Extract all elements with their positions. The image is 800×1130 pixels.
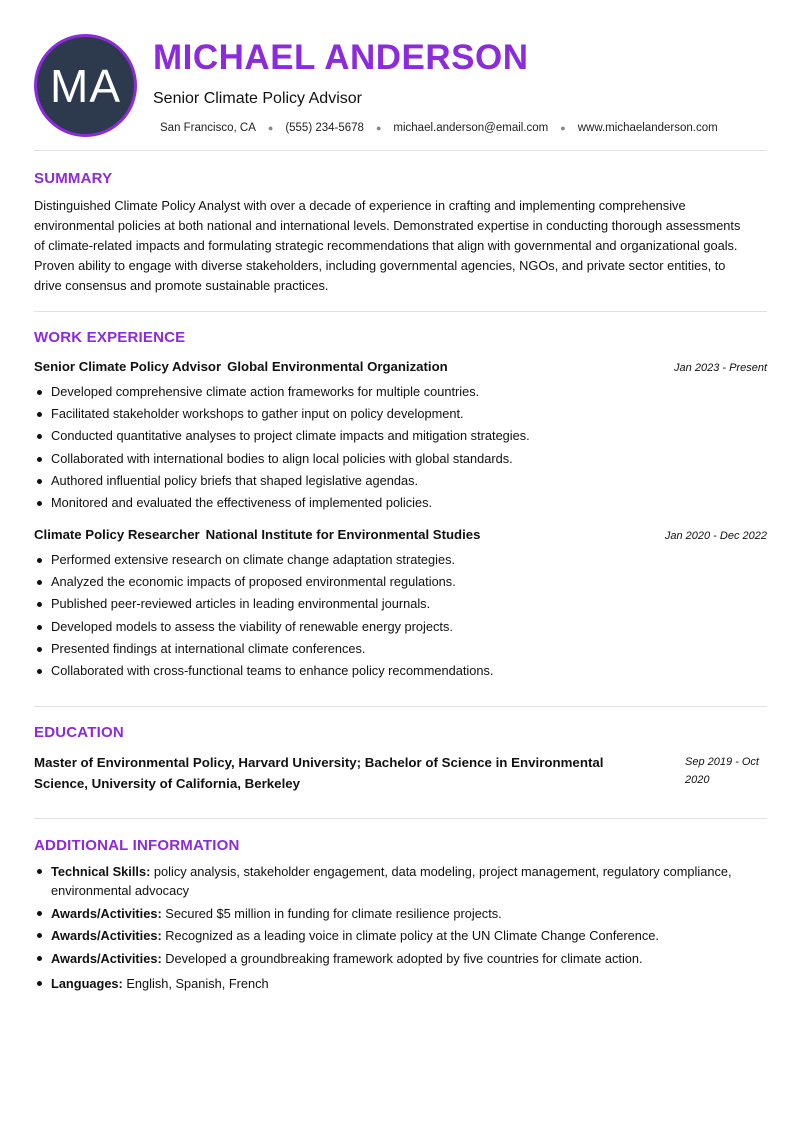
- list-item: [34, 949, 767, 968]
- list-item: Analyzed the economic impacts of proposed environmental regulations.: [34, 571, 767, 593]
- item-text: English, Spanish, French: [126, 975, 269, 991]
- separator-dot-icon: ●: [267, 123, 274, 133]
- list-item: Presented findings at international climate conferences.: [34, 638, 767, 660]
- divider: [34, 150, 767, 151]
- list-item: Conducted quantitative analyses to project climate impacts and mitigation strategies.: [34, 425, 767, 447]
- list-item: Developed comprehensive climate action frameworks for multiple countries.: [34, 381, 767, 403]
- contact-location: San Francisco, CA: [160, 122, 256, 134]
- list-item: [34, 974, 767, 993]
- list-item: Monitored and evaluated the effectiveness of implemented policies.: [34, 492, 767, 514]
- job-title-line: [34, 358, 448, 376]
- job-organization: National Institute for Environmental Studies: [205, 527, 481, 542]
- job-dates: Jan 2020 - Dec 2022: [664, 530, 767, 542]
- education-degree: Master of Environmental Policy, Harvard University; Bachelor of Science in Environmental Science, University of California, Berkeley: [34, 755, 604, 791]
- job-role: Climate Policy Researcher: [34, 527, 200, 542]
- contact-phone: (555) 234-5678: [285, 122, 364, 134]
- additional-list: [34, 862, 767, 996]
- summary-text: Distinguished Climate Policy Analyst with over a decade of experience in crafting and implementing comprehensive environmental policies at both national and international levels. Demonstrated expertise in conducting thorough assessments of climate-related impacts and formulating strategic recommendations that align with governmental and organizational goals. Proven ability to engage with diverse stakeholders, including governmental agencies, NGOs, and private sector entities, to drive consensus and promote sustainable practices.: [34, 198, 741, 293]
- job-dates: Jan 2023 - Present: [674, 362, 767, 374]
- item-text: policy analysis, stakeholder engagement, data modeling, project management, regulatory compliance, environmental advocacy: [51, 864, 732, 898]
- candidate-name: MICHAEL ANDERSON: [153, 38, 529, 77]
- job-header: [34, 358, 767, 377]
- contact-email: michael.anderson@email.com: [393, 122, 549, 134]
- item-label: Awards/Activities:: [51, 950, 162, 966]
- item-label: Technical Skills:: [51, 864, 151, 879]
- list-item: [34, 904, 767, 923]
- item-label: Awards/Activities:: [51, 905, 162, 921]
- avatar-initials: MA: [50, 59, 121, 112]
- list-item: Collaborated with international bodies to align local policies with global standards.: [34, 448, 767, 470]
- job-organization: Global Environmental Organization: [227, 359, 448, 374]
- list-item: Authored influential policy briefs that shaped legislative agendas.: [34, 470, 767, 492]
- education-dates: Sep 2019 - Oct 2020: [685, 756, 759, 786]
- contact-website: www.michaelanderson.com: [577, 122, 718, 134]
- experience-heading: WORK EXPERIENCE: [34, 329, 186, 346]
- separator-dot-icon: ●: [560, 123, 566, 133]
- item-text: Developed a groundbreaking framework adopted by five countries for climate action.: [165, 950, 643, 966]
- summary-heading: SUMMARY: [34, 170, 113, 187]
- additional-heading: ADDITIONAL INFORMATION: [34, 837, 240, 854]
- job-header: [34, 526, 767, 545]
- item-label: Awards/Activities:: [51, 928, 162, 943]
- list-item: Collaborated with cross-functional teams to enhance policy recommendations.: [34, 660, 767, 682]
- list-item: Performed extensive research on climate change adaptation strategies.: [34, 549, 767, 571]
- item-text: Recognized as a leading voice in climate policy at the UN Climate Change Conference.: [165, 928, 659, 943]
- list-item: Facilitated stakeholder workshops to gather input on policy development.: [34, 403, 767, 425]
- item-label: Languages:: [51, 975, 123, 991]
- job-role: Senior Climate Policy Advisor: [34, 359, 222, 374]
- list-item: Developed models to assess the viability of renewable energy projects.: [34, 616, 767, 638]
- divider: [34, 818, 767, 819]
- divider: [34, 311, 767, 312]
- job-bullet-list: [34, 381, 767, 514]
- divider: [34, 706, 767, 707]
- separator-dot-icon: ●: [375, 123, 382, 133]
- avatar: [34, 34, 137, 137]
- job-title-line: [34, 526, 480, 544]
- candidate-title: Senior Climate Policy Advisor: [153, 90, 362, 107]
- education-heading: EDUCATION: [34, 724, 124, 741]
- item-text: Secured $5 million in funding for climate resilience projects.: [165, 905, 502, 921]
- job-bullet-list: [34, 549, 767, 682]
- list-item: [34, 926, 767, 945]
- list-item: [34, 862, 767, 900]
- contact-line: [160, 120, 718, 136]
- list-item: Published peer-reviewed articles in leading environmental journals.: [34, 593, 767, 615]
